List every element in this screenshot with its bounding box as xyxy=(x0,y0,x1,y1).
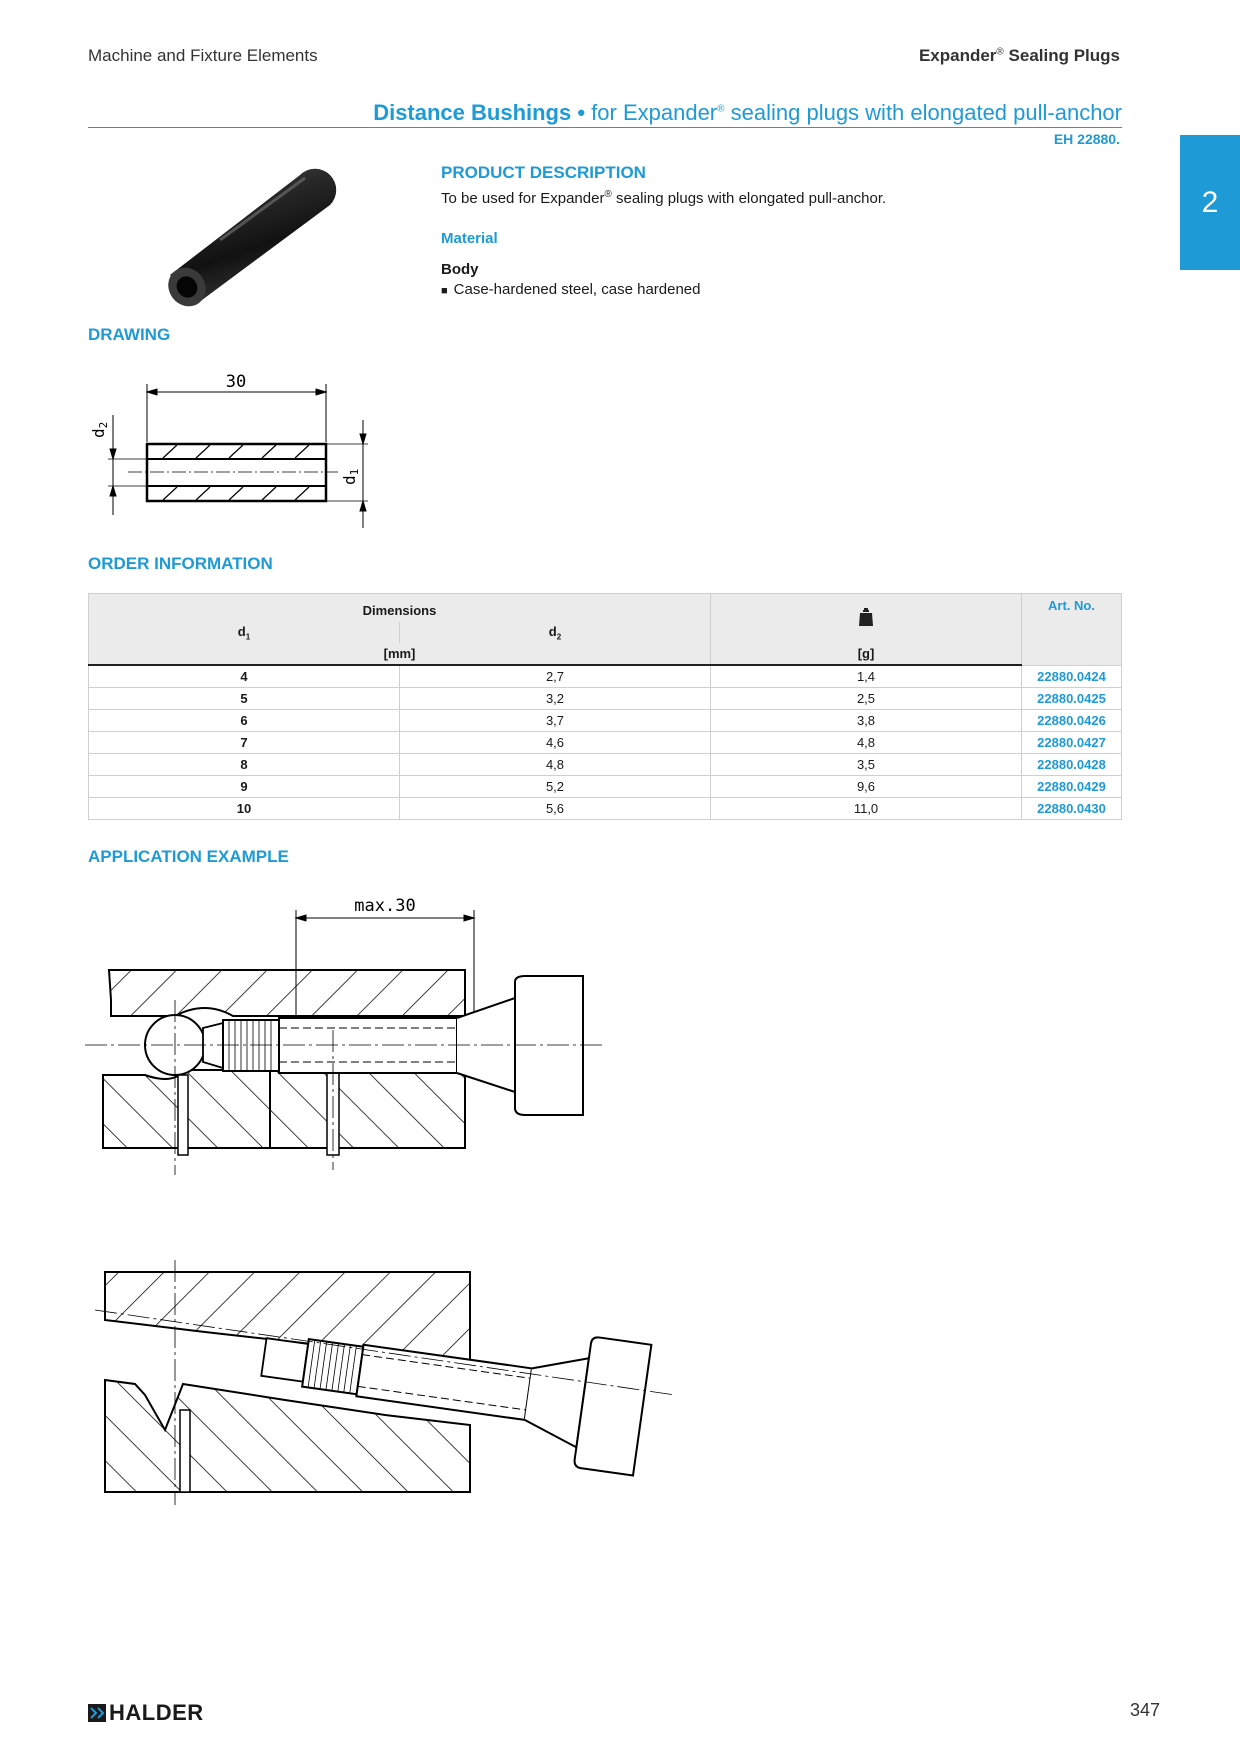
cell-d2: 5,6 xyxy=(400,798,711,820)
cell-weight: 4,8 xyxy=(711,732,1022,754)
title-divider xyxy=(88,127,1122,128)
body-material-text: Case-hardened steel, case hardened xyxy=(453,281,701,298)
dim-length-label: 30 xyxy=(225,372,247,392)
halder-logo-icon xyxy=(88,1704,106,1722)
header-reg-mark: ® xyxy=(996,46,1004,58)
cell-d2: 3,2 xyxy=(400,688,711,710)
bullet-icon: ■ xyxy=(441,285,448,297)
page-number: 347 xyxy=(1129,1700,1160,1720)
table-row xyxy=(89,798,1122,820)
cell-art-no[interactable]: 22880.0427 xyxy=(1022,732,1122,754)
technical-drawing xyxy=(88,360,388,535)
cell-art-no[interactable]: 22880.0426 xyxy=(1022,710,1122,732)
cell-d2: 3,7 xyxy=(400,710,711,732)
cell-weight: 3,8 xyxy=(711,710,1022,732)
unit-g: [g] xyxy=(711,643,1022,665)
order-table xyxy=(88,593,1122,820)
max-length-label: max.30 xyxy=(354,896,416,916)
application-example-heading: APPLICATION EXAMPLE xyxy=(88,847,289,866)
halder-logo[interactable] xyxy=(88,1700,204,1726)
halder-logo-text: HALDER xyxy=(109,1700,204,1725)
dimensions-header: Dimensions xyxy=(89,594,711,623)
application-drawing-angled xyxy=(85,1260,685,1520)
order-information-heading: ORDER INFORMATION xyxy=(88,554,273,573)
table-row xyxy=(89,710,1122,732)
cell-weight: 3,5 xyxy=(711,754,1022,776)
cell-d1: 5 xyxy=(89,688,400,710)
weight-icon xyxy=(858,607,874,627)
cell-d1: 9 xyxy=(89,776,400,798)
dim-d1-label: d1 xyxy=(340,468,361,485)
application-drawing-straight xyxy=(85,880,625,1180)
header-rest: Sealing Plugs xyxy=(1003,46,1120,65)
header-category: Machine and Fixture Elements xyxy=(88,46,318,65)
title-rest-a: for Expander xyxy=(591,100,718,125)
weight-icon-cell xyxy=(711,594,1022,644)
pd-reg-mark: ® xyxy=(604,189,612,200)
cell-d2: 4,6 xyxy=(400,732,711,754)
body-material-item xyxy=(441,281,701,298)
cell-art-no[interactable]: 22880.0430 xyxy=(1022,798,1122,820)
title-bold: Distance Bushings xyxy=(373,100,572,125)
body-label: Body xyxy=(441,261,479,278)
cell-weight: 2,5 xyxy=(711,688,1022,710)
table-row xyxy=(89,754,1122,776)
col-d1-header: $d_1$ xyxy=(89,622,400,643)
product-code: EH 22880. xyxy=(1053,131,1120,147)
page-title xyxy=(373,100,1122,126)
cell-d1: 10 xyxy=(89,798,400,820)
table-header-row xyxy=(89,594,1122,623)
header-brand: Expander xyxy=(918,46,997,65)
drawing-heading: DRAWING xyxy=(88,325,171,344)
cell-d1: 4 xyxy=(89,665,400,688)
title-rest-b: sealing plugs with elongated pull-anchor xyxy=(724,100,1122,125)
art-no-header: Art. No. xyxy=(1022,594,1122,666)
cell-d2: 4,8 xyxy=(400,754,711,776)
cell-art-no[interactable]: 22880.0425 xyxy=(1022,688,1122,710)
cell-d2: 5,2 xyxy=(400,776,711,798)
product-description-heading: PRODUCT DESCRIPTION xyxy=(441,163,646,182)
chapter-tab[interactable]: 2 xyxy=(1180,135,1240,270)
pd-text-a: To be used for Expander xyxy=(441,190,605,207)
material-heading: Material xyxy=(441,230,498,247)
col-d2-header: $d_2$ xyxy=(400,622,711,643)
title-reg-mark: ® xyxy=(717,103,725,115)
table-row xyxy=(89,776,1122,798)
cell-weight: 9,6 xyxy=(711,776,1022,798)
table-row xyxy=(89,732,1122,754)
cell-d2: 2,7 xyxy=(400,665,711,688)
product-photo xyxy=(160,160,350,310)
table-row xyxy=(89,665,1122,688)
cell-art-no[interactable]: 22880.0429 xyxy=(1022,776,1122,798)
table-unit-row xyxy=(89,643,1122,665)
table-row xyxy=(89,688,1122,710)
cell-weight: 1,4 xyxy=(711,665,1022,688)
cell-d1: 7 xyxy=(89,732,400,754)
cell-art-no[interactable]: 22880.0428 xyxy=(1022,754,1122,776)
header-product-line xyxy=(919,46,1120,66)
cell-d1: 6 xyxy=(89,710,400,732)
cell-weight: 11,0 xyxy=(711,798,1022,820)
pd-text-b: sealing plugs with elongated pull-anchor. xyxy=(611,190,887,207)
cell-d1: 8 xyxy=(89,754,400,776)
dim-d2-label: d2 xyxy=(89,421,110,438)
unit-mm: [mm] xyxy=(89,643,711,665)
cell-art-no[interactable]: 22880.0424 xyxy=(1022,665,1122,688)
title-bullet: • xyxy=(571,100,592,125)
product-description-text xyxy=(441,189,886,207)
